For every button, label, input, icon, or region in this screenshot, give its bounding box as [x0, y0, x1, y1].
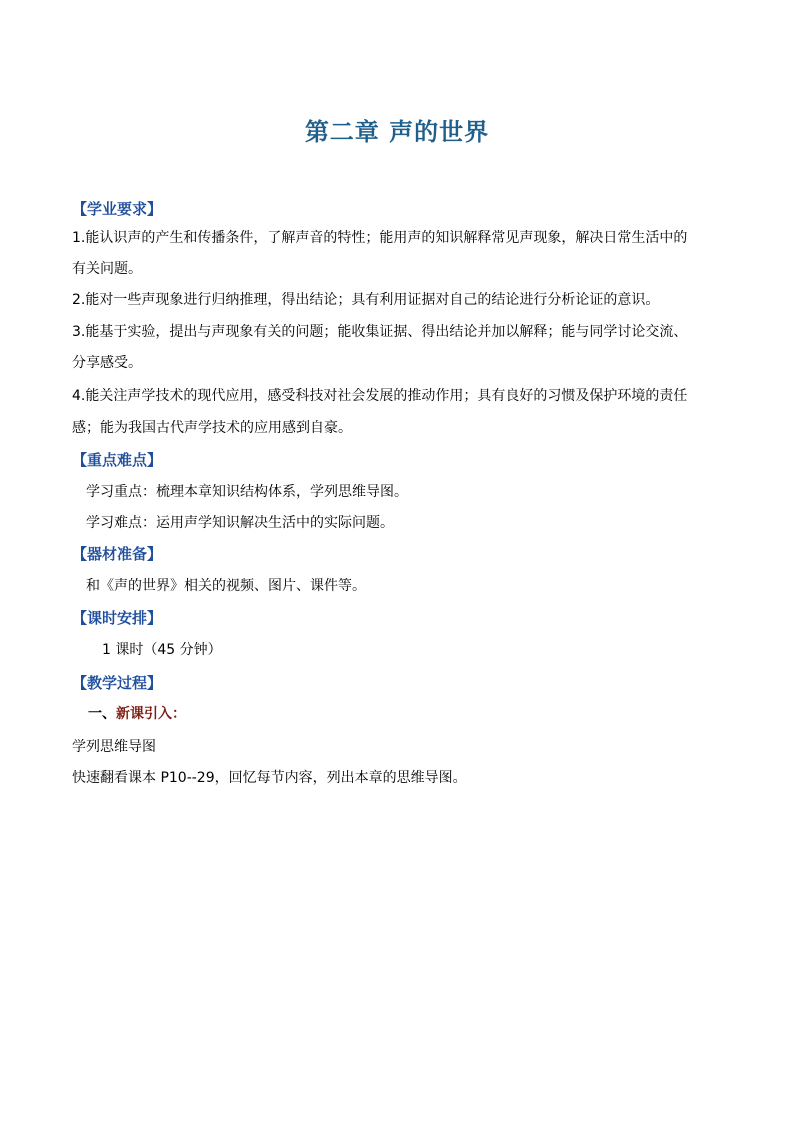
requirement-line: 4.能关注声学技术的现代应用，感受科技对社会发展的推动作用；具有良好的习惯及保护环境的责任 — [72, 388, 688, 404]
section-heading-requirements: 【学业要求】 — [72, 200, 163, 218]
process-line: 快速翻看课本 P10--29，回忆每节内容，列出本章的思维导图。 — [72, 770, 467, 786]
requirement-line: 3.能基于实验，提出与声现象有关的问题；能收集证据、得出结论并加以解释；能与同学讨论交流、 — [72, 324, 688, 340]
requirement-line: 分享感受。 — [72, 355, 142, 371]
materials-line: 和《声的世界》相关的视频、图片、课件等。 — [86, 578, 366, 594]
process-step-prefix: 一、 — [88, 706, 116, 722]
difficulty-line: 学习难点：运用声学知识解决生活中的实际问题。 — [86, 515, 394, 531]
requirement-line: 1.能认识声的产生和传播条件，了解声音的特性；能用声的知识解释常见声现象，解决日常生活中的 — [72, 230, 688, 246]
key-point-line: 学习重点：梳理本章知识结构体系，学列思维导图。 — [86, 484, 408, 500]
requirement-line: 有关问题。 — [72, 261, 142, 277]
section-heading-schedule: 【课时安排】 — [72, 609, 163, 627]
process-step-heading — [88, 704, 748, 724]
requirement-line: 2.能对一些声现象进行归纳推理，得出结论；具有利用证据对自己的结论进行分析论证的意识。 — [72, 292, 660, 308]
section-heading-materials: 【器材准备】 — [72, 545, 163, 563]
process-line: 学列思维导图 — [72, 739, 156, 755]
process-step-label: 新课引入： — [116, 706, 186, 722]
requirement-line: 感；能为我国古代声学技术的应用感到自豪。 — [72, 420, 352, 436]
schedule-line: 1 课时（45 分钟） — [102, 642, 222, 658]
section-heading-process: 【教学过程】 — [72, 674, 163, 692]
page-title: 第二章 声的世界 — [304, 118, 490, 146]
section-heading-key-points: 【重点难点】 — [72, 451, 163, 469]
